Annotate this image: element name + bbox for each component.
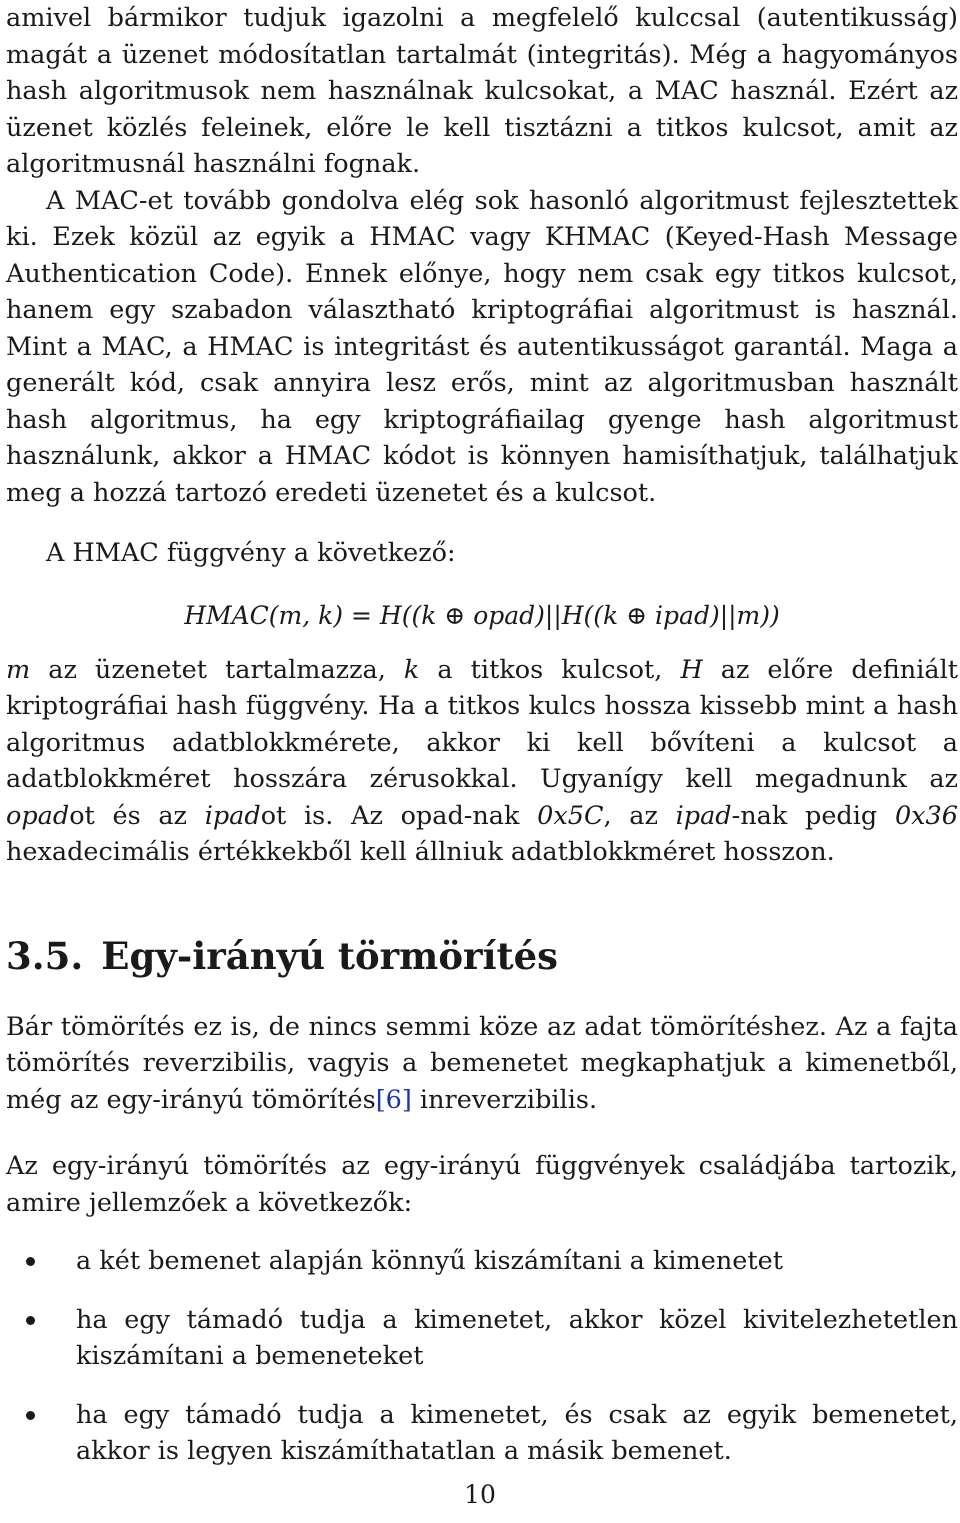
formula-rhs: H((k ⊕ opad)||H((k ⊕ ipad)||m)) (379, 600, 780, 630)
math-H: H (680, 654, 703, 685)
list-item (6, 1397, 958, 1470)
section-number: 3.5. (6, 933, 84, 978)
paragraph-one-way-functions: Az egy-irányú tömörítés az egy-irányú függvények családjába tartozik, amire jellemzőek a következők: (6, 1151, 958, 1218)
math-k: k (403, 654, 420, 685)
math-opad: opad (6, 800, 70, 831)
text-run: ot és az (69, 800, 205, 831)
list-item-text: ha egy támadó tudja a kimenetet, és csak az egyik bemenetet, akkor is legyen kiszámíthatatlan a másik bemenet. (76, 1399, 958, 1466)
citation-link[interactable]: [6] (375, 1084, 412, 1115)
formula-lhs: HMAC(m, k) (184, 600, 344, 630)
paragraph-hmac-parameters (6, 652, 958, 871)
bullet-icon (26, 1316, 35, 1325)
paragraph-hmac-function-intro: A HMAC függvény a következő: (46, 538, 456, 568)
text-run: , az (603, 800, 676, 831)
hmac-formula (6, 598, 958, 634)
math-ipad: ipad (204, 800, 261, 831)
list-item (6, 1243, 958, 1280)
text-run: az előre definiált kriptográfiai hash függvény. Ha a titkos kulcs hossza kissebb mint a hash algoritmus adatblokkmérete, akkor ki kell bővíteni a kulcsot a adatblokkméret hosszára zérusokkal. Ugyanígy kell megadnunk az (6, 654, 958, 794)
paragraph-hmac-description: A MAC-et tovább gondolva elég sok hasonló algoritmust fejlesztettek ki. Ezek közül az egyik a HMAC vagy KHMAC (Keyed-Hash Message Authentication Code). Ennek előnye, hogy nem csak egy titkos kulcsot, hanem egy szabadon választható kriptográfiai algoritmust is használ. Mint a MAC, a HMAC is integritást és autentikusságot garantál. Maga a generált kód, csak annyira lesz erős, mint az algoritmusban használt hash algoritmus, ha egy kriptográfiailag gyenge hash algoritmust használunk, akkor a HMAC kódot is könnyen hamisíthatjuk, találhatjuk meg a hozzá tartozó eredeti üzenetet és a kulcsot. (6, 185, 958, 508)
list-item-text: a két bemenet alapján könnyű kiszámítani a kimenetet (76, 1246, 783, 1276)
hex-value-ipad: 0x36 (894, 800, 958, 831)
math-m: m (6, 654, 31, 685)
text-run: a titkos kulcsot, (419, 654, 681, 685)
document-page (6, 0, 958, 1492)
bullet-icon (26, 1411, 35, 1420)
list-item-text: ha egy támadó tudja a kimenetet, akkor közel kivitelezhetetlen kiszámítani a bemeneteket (76, 1304, 958, 1371)
text-run: Bár tömörítés ez is, de nincs semmi köze az adat tömörítéshez. Az a fajta tömörítés reverzibilis, vagyis a bemenetet megkaphatjuk a kimenetből, még az egy-irányú tömörítés (6, 1011, 958, 1115)
paragraph-one-way-compression (6, 1009, 958, 1119)
text-run: ot is. Az opad-nak (260, 800, 538, 831)
section-title: Egy-irányú törmörítés (101, 933, 559, 978)
paragraph-mac-intro: amivel bármikor tudjuk igazolni a megfelelő kulccsal (autentikusság) magát a üzenet módosítatlan tartalmát (integritás). Még a hagyományos hash algoritmusok nem használnak kulcsokat, a MAC használ. Ezért az üzenet közlés feleinek, előre le kell tisztázni a titkos kulcsot, amit az algoritmusnál használni fognak. (6, 3, 958, 179)
text-run: hexadecimális értékkekből kell állniuk adatblokkméret hosszon. (6, 837, 835, 867)
formula-equals: = (343, 600, 380, 630)
section-heading (6, 933, 958, 979)
page-number: 10 (464, 1480, 496, 1509)
properties-list (6, 1243, 958, 1470)
text-run: -nak pedig (731, 800, 895, 831)
text-run: inreverzibilis. (411, 1084, 598, 1115)
text-run: az üzenetet tartalmazza, (30, 654, 404, 685)
bullet-icon (26, 1257, 35, 1266)
math-ipad-2: ipad (675, 800, 732, 831)
hex-value-opad: 0x5C (537, 800, 604, 831)
list-item (6, 1302, 958, 1375)
